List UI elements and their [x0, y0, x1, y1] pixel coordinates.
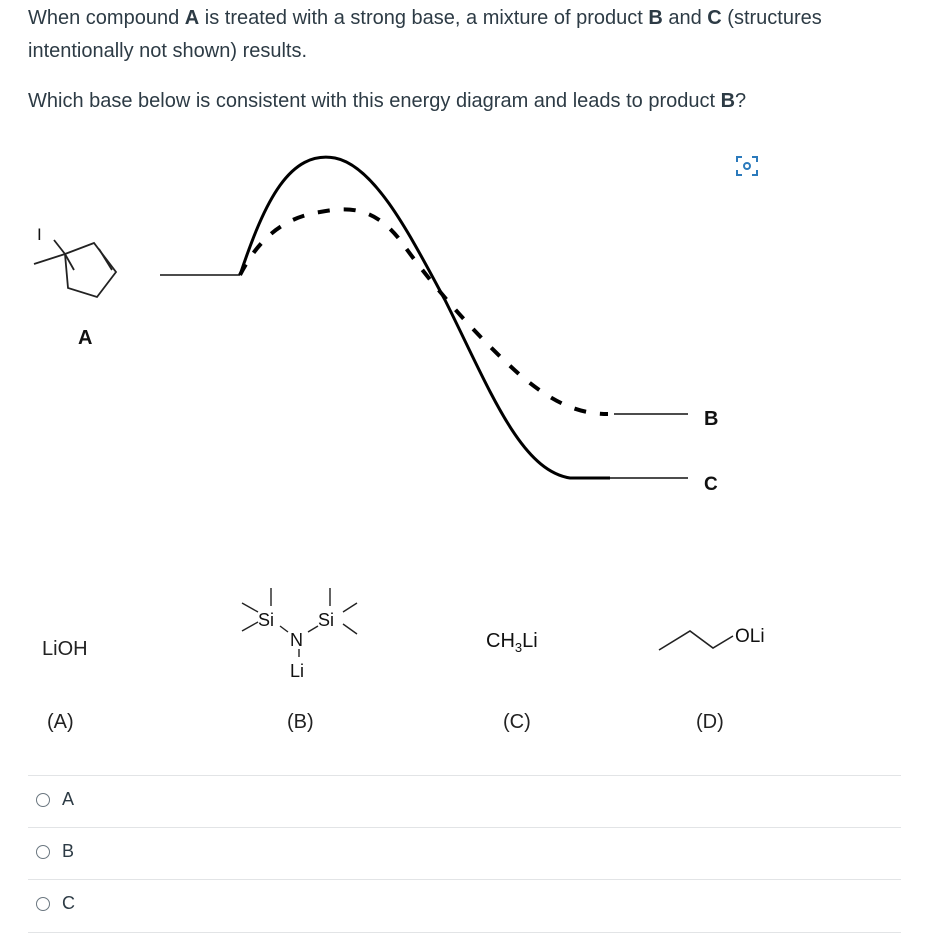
image-zoom-icon[interactable] — [733, 152, 761, 180]
choice-label-a: A — [62, 789, 75, 809]
compound-a-structure — [34, 240, 116, 297]
base-b-structure — [242, 588, 357, 657]
product-b-label: B — [704, 408, 719, 430]
pathway-to-c-solid — [240, 157, 610, 478]
question-text-line1: When compound A is treated with a strong base, a mixture of product B and C (structures intentionally not shown) results. — [28, 7, 822, 62]
compound-a-iodine: I — [37, 225, 42, 244]
base-b-label: (B) — [287, 711, 314, 733]
base-b-si-left: Si — [258, 610, 275, 630]
product-c-label: C — [704, 474, 718, 495]
base-b-nitrogen: N — [290, 630, 303, 650]
pathway-to-b-dashed — [240, 209, 608, 414]
answer-choice-a[interactable] — [28, 775, 901, 828]
base-d-formula: OLi — [735, 626, 765, 647]
base-b-si-right: Si — [318, 610, 335, 630]
base-c-label: (C) — [503, 711, 531, 733]
radio-a[interactable] — [36, 793, 50, 807]
base-d-structure — [659, 631, 733, 650]
base-c-formula: $CH_3Li$ — [486, 630, 538, 655]
answer-choice-c[interactable] — [28, 879, 901, 933]
base-b-lithium: Li — [290, 661, 305, 681]
radio-b[interactable] — [36, 845, 50, 859]
base-a-formula: LiOH — [42, 638, 88, 660]
answer-choice-b[interactable] — [28, 827, 901, 880]
base-a-label: (A) — [47, 711, 74, 733]
compound-a-label: A — [78, 327, 93, 349]
question-text-line2: Which base below is consistent with this energy diagram and leads to product B? — [28, 90, 747, 112]
choice-label-c: C — [62, 893, 75, 913]
base-d-label: (D) — [696, 711, 724, 733]
choice-label-b: B — [62, 841, 75, 861]
radio-c[interactable] — [36, 897, 50, 911]
